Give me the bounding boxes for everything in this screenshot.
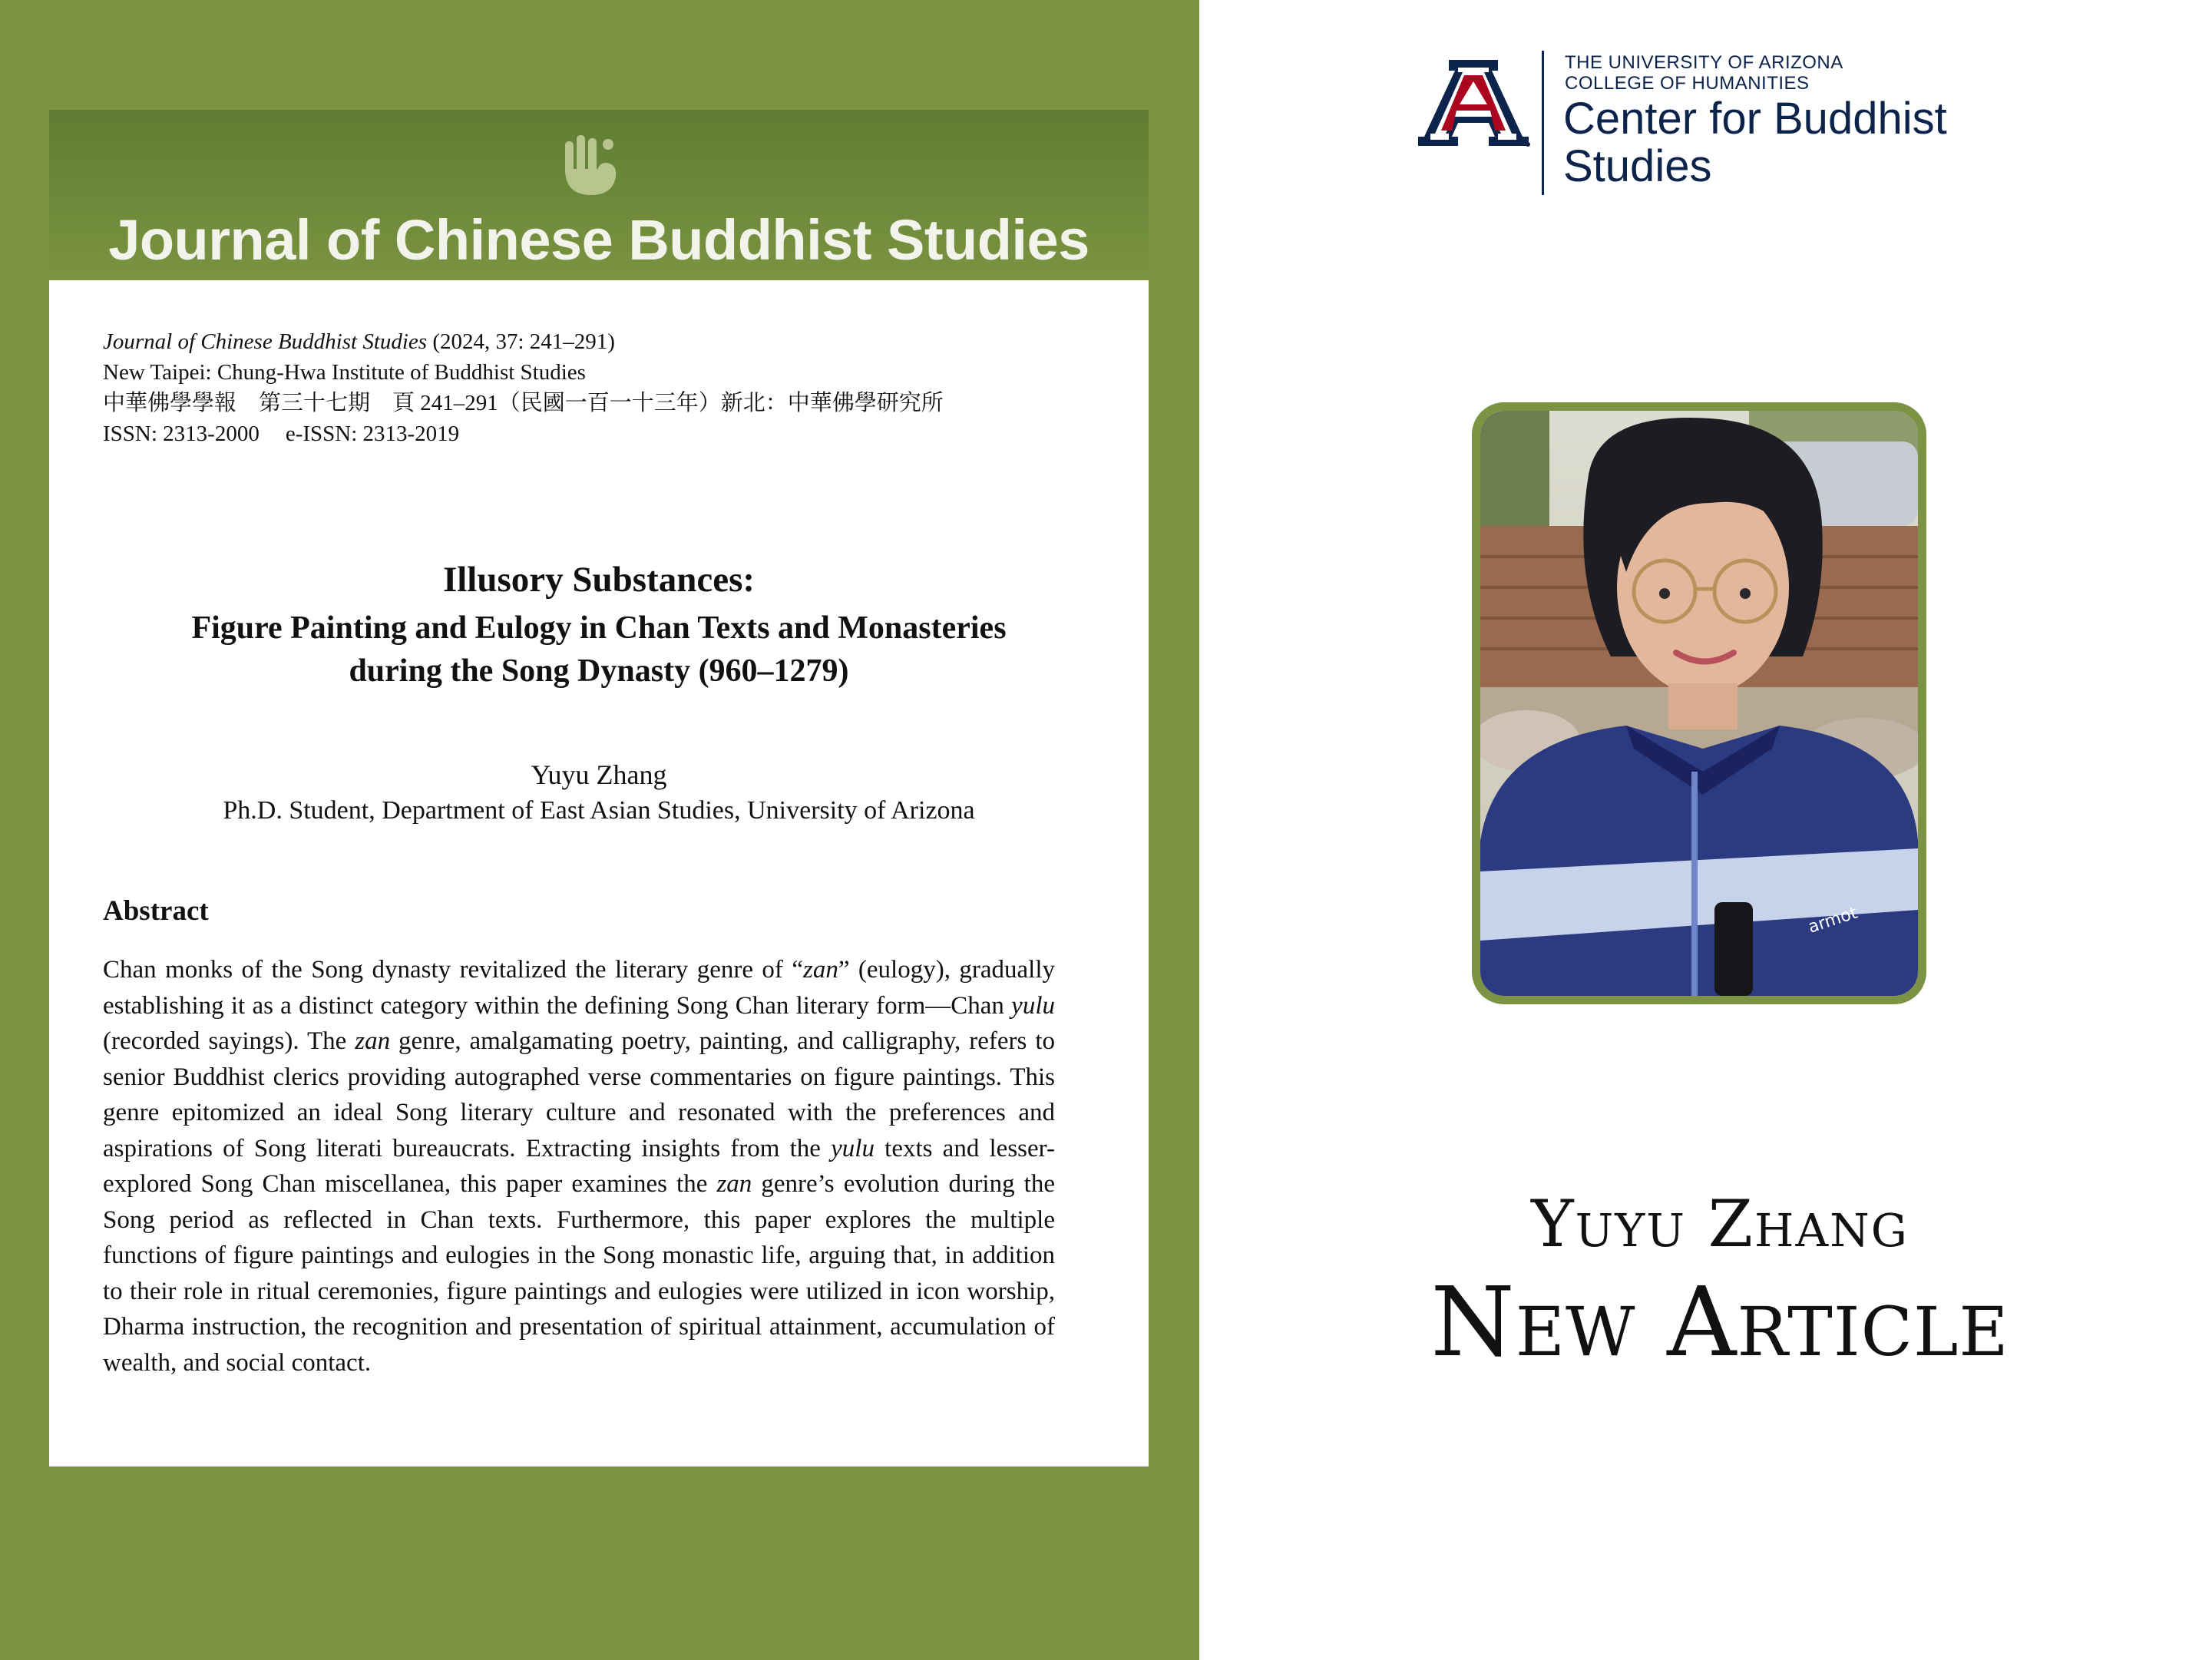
author-name: Yuyu Zhang — [531, 759, 667, 790]
title-block — [49, 553, 1149, 693]
article-subtitle: Figure Painting and Eulogy in Chan Texts and Monasteries during the Song Dynasty (960–1279) — [191, 610, 1007, 689]
portrait-photo — [1472, 402, 1926, 1004]
portrait-illustration — [1480, 411, 1918, 996]
university-name: THE UNIVERSITY OF ARIZONA COLLEGE OF HUMANITIES — [1565, 52, 1843, 94]
citation-issn: ISSN: 2313-2000 — [103, 422, 260, 446]
header-divider — [1542, 51, 1544, 195]
jacket-logo: armot — [1806, 903, 1860, 937]
citation-chinese: 中華佛學學報 第三十七期 頁 241–291（民國一百一十三年）新北：中華佛學研究所 — [103, 391, 944, 415]
author-block — [49, 756, 1149, 828]
citation-journal: Journal of Chinese Buddhist Studies — [103, 329, 428, 354]
author-affiliation: Ph.D. Student, Department of East Asian Studies, University of Arizona — [223, 796, 975, 825]
announcement-headline: New Article — [1430, 1267, 2009, 1378]
citation-publisher: New Taipei: Chung-Hwa Institute of Buddhist Studies — [103, 360, 586, 385]
journal-hand-logo-icon — [562, 134, 623, 198]
announcement-name: Yuyu Zhang — [1531, 1186, 1909, 1262]
journal-title: Journal of Chinese Buddhist Studies — [108, 208, 1089, 272]
article-title: Illusory Substances: — [442, 560, 756, 600]
university-a-logo-icon — [1415, 54, 1532, 150]
citation-eissn: e-ISSN: 2313-2019 — [285, 422, 460, 446]
citation-block — [103, 326, 1101, 449]
citation-volume: (2024, 37: 241–291) — [427, 329, 615, 354]
article-page — [49, 280, 1149, 1467]
center-name: Center for Buddhist Studies — [1563, 94, 1947, 191]
abstract-text: Chan monks of the Song dynasty revitalized the literary genre of “zan” (eulogy), gradually establishing it as a distinct category within the defining Song Chan literary form—Chan yulu (recorded sayings). The zan genre, amalgamating poetry, painting, and calligraphy, refers to senior Buddhist clerics providing autographed verse commentaries on figure paintings. This genre epitomized an ideal Song literary culture and resonated with the preferences and aspirations of Song literati bureaucrats. Extracting insights from the yulu texts and lesser-explored Song Chan miscellanea, this paper examines the zan genre’s evolution during the Song period as reflected in Chan texts. Furthermore, this paper explores the multiple functions of figure paintings and eulogies in the Song monastic life, arguing that, in addition to their role in ritual ceremonies, figure paintings and eulogies were utilized in icon worship, Dharma instruction, the recognition and presentation of spiritual attainment, accumulation of wealth, and social contact. — [103, 956, 1055, 1377]
abstract-heading: Abstract — [103, 895, 209, 927]
